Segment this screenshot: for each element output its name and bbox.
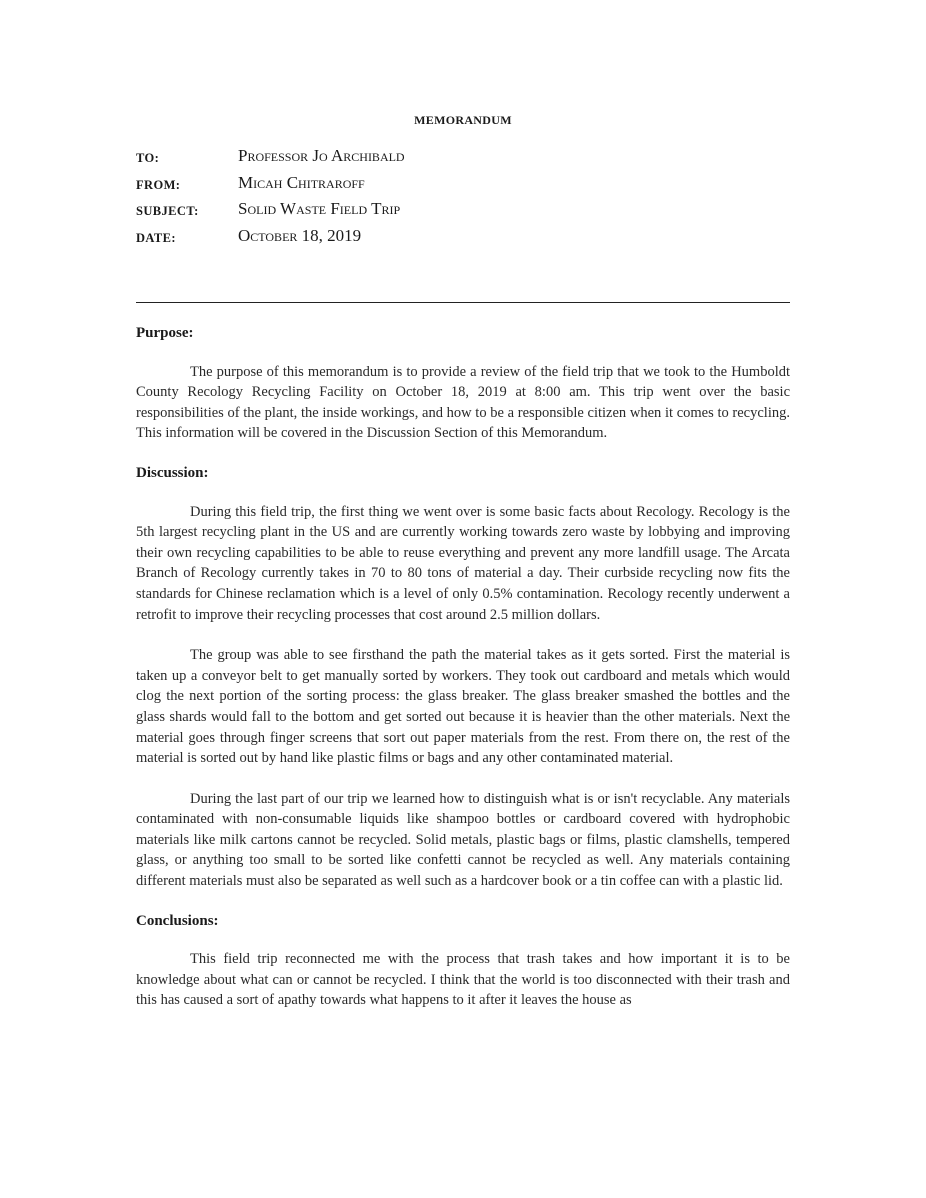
discussion-paragraph-2: The group was able to see firsthand the path the material takes as it gets sorted. First the material is taken up a conveyor belt to get manually sorted by workers. They took out cardboard and metals which would clog the next portion of the sorting process: the glass breaker. The glass breaker smashed the bottles and the glass shards would fall to the bottom and get sorted out because it is heavier than the other materials. Next the material goes through finger screens that sort out paper materials from the rest. From there on, the rest of the material is sorted out by hand like plastic films or bags and any other contaminated material. bbox=[136, 647, 790, 767]
conclusions-paragraph: This field trip reconnected me with the process that trash takes and how important it is to be knowledge about what can or cannot be recycled. I think that the world is too disconnected with their trash and this has caused a sort of apathy towards what happens to it after it leaves the house as bbox=[136, 951, 790, 1009]
memo-title: MEMORANDUM bbox=[414, 113, 512, 127]
memo-body bbox=[136, 323, 790, 1011]
header-row-subject bbox=[136, 199, 796, 226]
header-value-subject: Solid Waste Field Trip bbox=[238, 199, 401, 218]
header-row-from bbox=[136, 173, 796, 200]
header-label-to: TO: bbox=[136, 151, 160, 165]
discussion-paragraph-3: During the last part of our trip we learned how to distinguish what is or isn't recyclable. Any materials contaminated with non-consumable liquids like shampoo bottles or cardboard covered with hydrophobic materials like milk cartons cannot be recycled. Solid metals, plastic bags or films, plastic clamshells, tempered glass, or anything too small to be sorted like confetti cannot be recycled as well. Any materials containing different materials must also be separated as well such as a hardcover book or a tin coffee can with a plastic lid. bbox=[136, 790, 790, 890]
header-value-to: Professor Jo Archibald bbox=[238, 146, 405, 165]
header-row-date bbox=[136, 226, 796, 253]
purpose-paragraph: The purpose of this memorandum is to provide a review of the field trip that we took to the Humboldt County Recology Recycling Facility on October 18, 2019 at 8:00 am. This trip went over the basic responsibilities of the plant, the inside workings, and how to be a responsible citizen when it comes to recycling. This information will be covered in the Discussion Section of this Memorandum. bbox=[136, 363, 790, 442]
memo-header bbox=[136, 146, 796, 252]
header-label-date: DATE: bbox=[136, 230, 176, 245]
conclusions-heading: Conclusions: bbox=[136, 912, 219, 929]
header-value-from: Micah Chitraroff bbox=[238, 172, 365, 192]
header-value-date: October 18, 2019 bbox=[238, 225, 362, 245]
discussion-heading: Discussion: bbox=[136, 464, 209, 481]
discussion-paragraph-1: During this field trip, the first thing we went over is some basic facts about Recology. Recology is the 5th largest recycling plant in the US and are currently working towards zero waste by lobbying and improving their own recycling capabilities to be able to reuse everything and prevent any more landfill usage. The Arcata Branch of Recology currently takes in 70 to 80 tons of material a day. Their curbside recycling now fits the standards for Chinese reclamation which is a level of only 0.5% contamination. Recology recently underwent a retrofit to improve their recycling processes that cost around 2.5 million dollars. bbox=[136, 503, 790, 623]
header-divider bbox=[136, 302, 790, 303]
header-label-subject: SUBJECT: bbox=[136, 204, 199, 218]
purpose-heading: Purpose: bbox=[136, 325, 194, 341]
header-row-to bbox=[136, 146, 796, 173]
header-label-from: FROM: bbox=[136, 177, 181, 192]
